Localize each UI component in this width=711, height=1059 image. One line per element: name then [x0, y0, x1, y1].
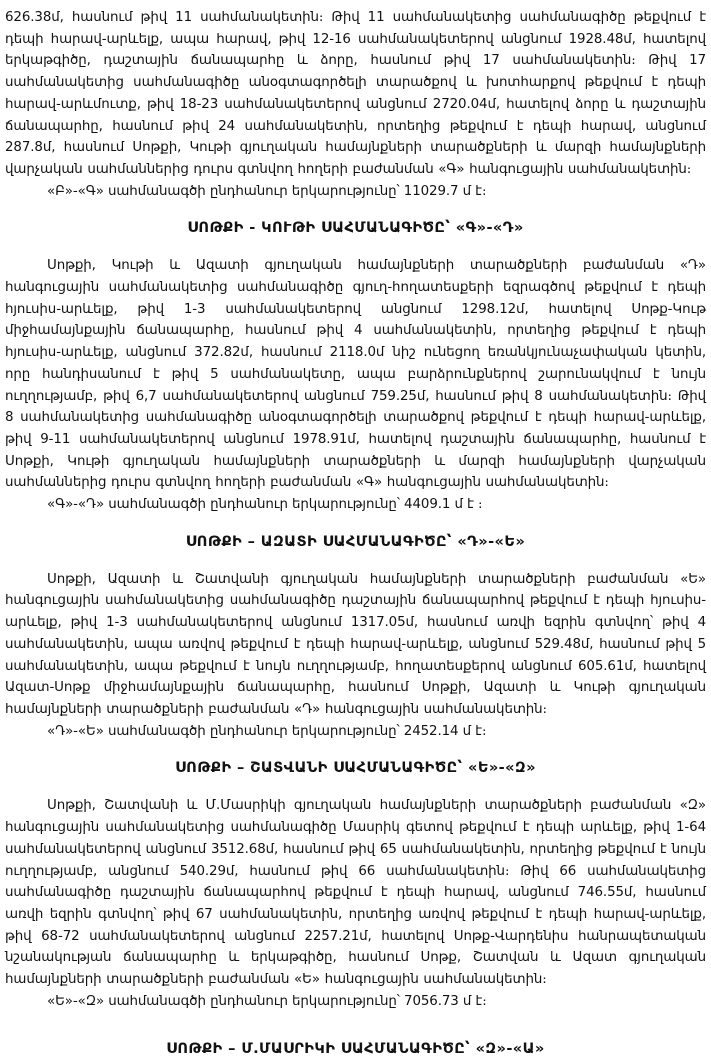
section-heading-sotk-kut: ՍՈԹՔԻ - ԿՈՒԹԻ ՍԱՀՄԱՆԱԳԻԾԸ՝ «Գ»-«Դ»: [187, 219, 524, 237]
section-heading-sotk-azat: ՍՈԹՔԻ – ԱԶԱՏԻ ՍԱՀՄԱՆԱԳԻԾԸ՝ «Դ»-«Ե»: [185, 532, 526, 550]
paragraph-sotk-kut: Սոթքի, Կութի և Ազատի գյուղական համայնքների տարածքների բաժանման «Դ» հանգուցային սահմանակետից սահմանագիծը գյուղ-հողատեսքերի եզրագծով թեքվում է դեպի հյուսիս-արևելք, թիվ 1-3 սահմանակետերով անցնում 1298.12մ, հատելով Սոթք-Կութ միջհամայնքային ճանապարհը, հասնում թիվ 4 սահմանակետին, որտեղից թեքվում է դեպի հյուսիս-արևելք, անցնում 372.82մ, հասնում 2118.0մ նիշ ունեցող եռանկյունաչափական կետին, որը հանդիսանում է թիվ 5 սահմանակետը, ապա բարձրունքներով շարունակվում է նույն ուղղությամբ, թիվ 6,7 սահմանակետերով անցնում 759.25մ, հասնում թիվ 8 սահմանակետին։ Թիվ 8 սահմանակետից սահմանագիծը անօգտագործելի տարածքով թեքվում է դեպի հարավ-արևելք, թիվ 9-11 սահմանակետերով անցնում 1978.91մ, հատելով դաշտային ճանապարհը, հասնում է Սոթքի, Կութի գյուղական համայնքների տարածքների և մարզի համայնքների վարչական սահմաններից դուրս գտնվող հողերի բաժանման «Գ» հանգուցային սահմանակետին։: [5, 258, 706, 491]
paragraph-sotk-azat: Սոթքի, Ազատի և Շատվանի գյուղական համայնքների տարածքների բաժանման «Ե» հանգուցային սահմանակետից սահմանագիծը դաշտային ճանապարհով թեքվում է դեպի հյուսիս-արևելք, թիվ 1-3 սահմանակետերով անցնում 1317.05մ, հասնում առվի եզրին գտնվող՝ թիվ 4 սահմանակետին, ապա առվով թեքվում է դեպի հարավ-արևելք, անցնում 529.48մ, հասնում թիվ 5 սահմանակետին, ապա թեքվում է նույն ուղղությամբ, հողատեսքերով անցնում 605.61մ, հատելով Ազատ-Սոթք միջհամայնքային ճանապարհը, հասնում Սոթքի, Ազատի և Կութի գյուղական համայնքների տարածքների բաժանման «Դ» հանգուցային սահմանակետին։: [5, 571, 706, 717]
section-heading-sotk-shatvan: ՍՈԹՔԻ – ՇԱՏՎԱՆԻ ՍԱՀՄԱՆԱԳԻԾԸ՝ «Ե»-«Զ»: [175, 759, 536, 777]
paragraph-sotk-shatvan: Սոթքի, Շատվանի և Մ.Մասրիկի գյուղական համայնքների տարածքների բաժանման «Զ» հանգուցային սահմանակետից սահմանագիծը Մասրիկ գետով թեքվում է դեպի արևելք, թիվ 1-64 սահմանակետերով անցնում 3512.68մ, հասնում թիվ 65 սահմանակետին, որտեղից թեքվում է նույն ուղղությամբ, անցնում 540.29մ, հասնում թիվ 66 սահմանակետին։ Թիվ 66 սահմանակետից սահմանագիծը դաշտային ճանապարհով թեքվում է դեպի հարավ, անցնում 746.55մ, հասնում առվի եզրին գտնվող՝ թիվ 67 սահմանակետին, որտեղից առվով թեքվում է դեպի հարավ-արևելք, թիվ 68-72 սահմանակետերով անցնում 2257.21մ, հատելով Սոթք-Վարդենիս հանրապետական նշանակության ճանապարհը և երկաթգիծը, հասնում Սոթք, Շատվան և Ազատ գյուղական համայնքների տարածքների բաժանման «Ե» հանգուցային սահմանակետին։: [5, 798, 706, 988]
summary-line-gd: «Գ»-«Դ» սահմանագծի ընդհանուր երկարությունը՝ 4409.1 մ է ։: [47, 497, 483, 513]
summary-line-bg: «Բ»-«Գ» սահմանագծի ընդհանուր երկարությունը՝ 11029.7 մ է։: [47, 183, 487, 199]
section-heading-sotk-mmasrik: ՍՈԹՔԻ – Մ.ՄԱՍՐԻԿԻ ՍԱՀՄԱՆԱԳԻԾԸ՝ «Զ»-«Ա»: [166, 1040, 545, 1058]
summary-line-ez: «Ե»-«Զ» սահմանագծի ընդհանուր երկարությունը՝ 7056.73 մ է։: [47, 993, 487, 1009]
summary-line-de: «Դ»-«Ե» սահմանագծի ընդհանուր երկարությունը՝ 2452.14 մ է։: [47, 723, 487, 739]
paragraph-bg-continuation: 626.38մ, հասնում թիվ 11 սահմանակետին։ Թիվ 11 սահմանակետից սահմանագիծը թեքվում է դեպի հարավ-արևելք, ապա հարավ, թիվ 12-16 սահմանակետերով անցնում 1928.48մ, հատելով երկաթգիծը, դաշտային ճանապարհը և ձորը, հասնում թիվ 17 սահմանակետին։ Թիվ 17 սահմանակետից սահմանագիծը անօգտագործելի տարածքով և խոտհարքով թեքվում է դեպի հարավ-արևմուտք, թիվ 18-23 սահմանակետերով անցնում 2720.04մ, հատելով ձորը և դաշտային ճանապարհը, հասնում թիվ 24 սահմանակետին, որտեղից թեքվում է դեպի հարավ, անցնում 287.8մ, հասնում Սոթքի, Կութի գյուղական համայնքների տարածքների և մարզի համայնքների վարչական սահմաններից դուրս գտնվող հողերի բաժանման «Գ» հանգուցային սահմանակետին։: [5, 10, 706, 177]
